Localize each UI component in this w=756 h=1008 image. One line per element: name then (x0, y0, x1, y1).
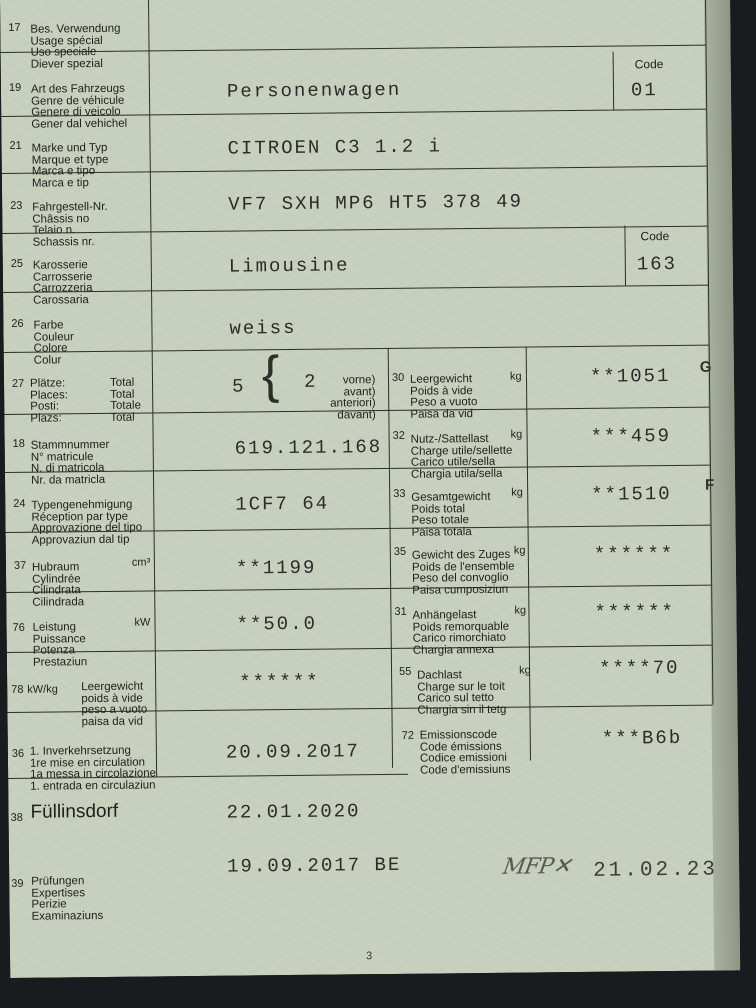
vehicle-kind-code: 01 (630, 79, 658, 102)
field-label-roof-load: Dachlast Charge sur le toit Carico sul tetto Chargia sin il tetg (417, 669, 507, 717)
field-number-36: 36 (11, 747, 25, 760)
matricule-value: 619.121.168 (234, 436, 383, 460)
field-number-25: 25 (10, 257, 24, 270)
field-number-19: 19 (8, 81, 22, 94)
seats-total-value: 5 (231, 375, 246, 398)
field-label-matricule: Stammnummer N° matricule N. di matricola Nr. da matricla (30, 438, 110, 487)
field-label-emission-code: Emissionscode Code émissions Codice emissioni Code d'emissiuns (419, 728, 511, 777)
unit-cm3: cm³ (131, 556, 151, 569)
side-marker-g: G (699, 358, 712, 376)
field-label-seats-total: Total Total Totale Total (109, 376, 142, 424)
first-registration-value: 20.09.2017 (225, 740, 361, 764)
inspection-value: 19.09.2017 BE (226, 853, 402, 878)
code-header-body: Code (640, 229, 670, 244)
stamp-date: 21.02.23 (593, 858, 719, 883)
unit-kg: kg (514, 604, 527, 617)
field-number-17: 17 (8, 21, 21, 34)
field-label-make-type: Marke und Typ Marque et type Marca e tipo Marca e tip (31, 141, 109, 190)
code-header: Code (634, 57, 664, 72)
field-number-30: 30 (391, 371, 405, 384)
unit-kg: kg (509, 370, 522, 383)
field-label-empty-weight: Leergewicht Poids à vide Peso a vuoto Paisa da vid (409, 373, 478, 421)
train-weight-value: ****** (593, 542, 675, 566)
brace-glyph: { (261, 346, 280, 405)
unit-kw: kW (134, 616, 151, 629)
field-label-chassis: Fahrgestell-Nr. Châssis no Telaio n. Schassis nr. (32, 200, 108, 249)
registration-place: Füllinsdorf (30, 800, 119, 823)
body-value: Limousine (228, 254, 350, 278)
side-marker-f: F (705, 476, 715, 494)
unit-kg: kg (511, 486, 523, 499)
field-number-39: 39 (11, 877, 24, 890)
field-label-body: Karosserie Carrosserie Carrozzeria Carossaria (32, 259, 93, 307)
field-number-55: 55 (398, 665, 412, 678)
displacement-value: **1199 (235, 556, 317, 580)
empty-weight-value: **1051 (589, 365, 671, 388)
emission-code-value: ***B6b (601, 726, 683, 750)
page-number: 3 (365, 950, 373, 963)
field-number-33: 33 (393, 487, 406, 500)
unit-kw-per-kg: kW/kg (27, 683, 58, 696)
field-label-power: Leistung Puissance Potenza Prestaziun (32, 621, 88, 669)
field-number-32: 32 (392, 429, 405, 442)
color-value: weiss (229, 316, 297, 340)
field-label-payload: Nutz-/Sattellast Charge utile/sellette Carico utile/sella Chargia utila/sella (410, 432, 513, 481)
field-label-train-weight: Gewicht des Zuges Poids de l'ensemble Peso del convoglio Paisa cumposiziun (411, 548, 515, 597)
field-number-38: 38 (10, 811, 23, 824)
field-number-21: 21 (9, 139, 22, 152)
field-number-35: 35 (393, 545, 407, 558)
field-number-37: 37 (13, 559, 27, 572)
total-weight-value: **1510 (591, 482, 672, 506)
field-label-power-weight: Leergewicht poids à vide peso a vuoto paisa da vid (81, 680, 148, 728)
field-number-18: 18 (12, 437, 25, 450)
field-number-27: 27 (11, 377, 25, 390)
field-label-usage: Bes. Verwendung Usage spécial Uso speciale Diever spezial (30, 22, 121, 71)
field-label-seats-front: vorne) avant) anteriori) davant) (330, 374, 376, 421)
unit-kg: kg (513, 544, 526, 557)
field-number-31: 31 (394, 605, 407, 618)
payload-value: ***459 (590, 424, 672, 448)
field-label-inspections: Prüfungen Expertises Perizie Examinaziuns (31, 875, 104, 923)
seats-front-value: 2 (303, 370, 318, 393)
unit-kg: kg (510, 428, 523, 441)
field-number-23: 23 (10, 199, 23, 212)
field-label-vehicle-kind: Art des Fahrzeugs Genre de véhicule Genere di veicolo Gener dal vehichel (30, 82, 128, 131)
vehicle-kind-value: Personenwagen (226, 78, 402, 103)
body-code: 163 (636, 252, 678, 276)
unit-kg: kg (518, 664, 531, 677)
field-label-type-approval: Typengenehmigung Réception par type Approvazione del tipo Approvaziun dal tip (31, 498, 143, 547)
signature-image: MFP✕ (501, 854, 573, 880)
field-label-first-registration: 1. Inverkehrsetzung 1re mise en circulation 1a messa in circolazione 1. entrada en circulaziun (29, 744, 157, 793)
field-label-displacement: Hubraum Cylindrée Cilindrata Cilindrada (31, 561, 85, 609)
registration-place-date: 22.01.2020 (226, 800, 361, 824)
field-number-78: 78 (11, 683, 24, 696)
field-label-total-weight: Gesamtgewicht Poids total Peso totale Paisa totala (411, 490, 491, 539)
field-label-seats: Plätze: Places: Posti: Plazs: (29, 377, 68, 425)
make-type-value: CITROEN C3 1.2 i (227, 135, 443, 160)
field-number-76: 76 (12, 621, 25, 634)
field-number-72: 72 (401, 729, 415, 742)
power-value: **50.0 (236, 612, 318, 636)
field-number-26: 26 (11, 317, 24, 330)
field-number-24: 24 (13, 497, 26, 510)
roof-load-value: ****70 (598, 656, 680, 680)
type-approval-value: 1CF7 64 (235, 492, 330, 516)
field-label-trailer-load: Anhängelast Poids remorquable Carico rimorchiato Chargia annexa (412, 609, 510, 657)
field-label-color: Farbe Couleur Colore Colur (33, 319, 74, 367)
trailer-load-value: ****** (594, 600, 675, 624)
chassis-number-value: VF7 SXH MP6 HT5 378 49 (228, 190, 524, 216)
power-weight-value: ****** (239, 670, 320, 694)
